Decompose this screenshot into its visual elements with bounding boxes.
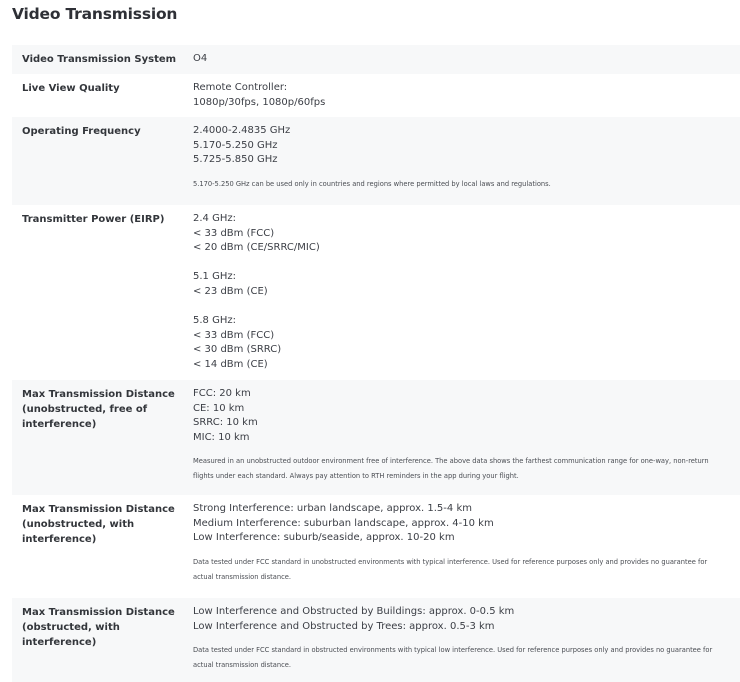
label-line: (unobstructed, with interference) xyxy=(22,519,135,545)
label-line: (unobstructed, free of xyxy=(22,404,148,415)
footnote: 5.170-5.250 GHz can be used only in countries and regions where permitted by local laws and regulations. xyxy=(193,179,551,188)
value-line: < 33 dBm (FCC) xyxy=(193,227,275,239)
label-line: interference) xyxy=(22,419,97,430)
spec-value xyxy=(193,52,740,74)
value-line: Low Interference and Obstructed by Buildings: approx. 0-0.5 km xyxy=(193,606,515,617)
label-line: Max Transmission Distance xyxy=(22,389,175,400)
value-line: 5.170-5.250 GHz xyxy=(193,139,278,151)
note-line: flights under each standard. Always pay attention to RTH reminders in the app during your flight. xyxy=(193,472,519,481)
note-line: Data tested under FCC standard in unobstructed environments with typical interference. Used for reference purposes only and provides no guarantee for xyxy=(193,557,708,566)
note-line: actual transmission distance. xyxy=(193,572,292,581)
spec-row-max-distance-free xyxy=(12,380,740,495)
note-line: actual transmission distance. xyxy=(193,661,292,670)
spec-value xyxy=(193,212,740,380)
value-line: < 14 dBm (CE) xyxy=(193,358,268,370)
spec-value xyxy=(193,124,740,205)
spec-label xyxy=(12,502,193,598)
spec-label: Transmitter Power (EIRP) xyxy=(22,214,165,225)
value-line: 2.4 GHz: xyxy=(193,213,236,224)
spec-row-max-distance-obstructed xyxy=(12,598,740,682)
value-line: 5.8 GHz: xyxy=(193,315,236,327)
spec-row-live-view-quality xyxy=(12,74,740,117)
page-title: Video Transmission xyxy=(12,5,178,23)
note-line: Data tested under FCC standard in obstructed environments with typical low interference. Used for reference purposes only and provides no guarantee for xyxy=(193,646,713,655)
value-line: MIC: 10 km xyxy=(193,431,250,443)
value-line: Strong Interference: urban landscape, approx. 1.5-4 km xyxy=(193,503,472,514)
spec-label xyxy=(12,605,193,682)
value-line: Remote Controller: xyxy=(193,82,288,93)
value-line: Low Interference and Obstructed by Trees: approx. 0.5-3 km xyxy=(193,620,495,632)
value-line: 1080p/30fps, 1080p/60fps xyxy=(193,96,326,108)
spec-row-transmitter-power xyxy=(12,205,740,380)
value-line: FCC: 20 km xyxy=(193,388,251,399)
spec-row-video-transmission-system xyxy=(12,45,740,74)
label-line: Max Transmission Distance xyxy=(22,504,175,515)
value-line: Low Interference: suburb/seaside, approx. 10-20 km xyxy=(193,532,455,544)
value-line: < 30 dBm (SRRC) xyxy=(193,344,282,356)
value-line: Medium Interference: suburban landscape, approx. 4-10 km xyxy=(193,517,494,529)
value-line: 5.725-5.850 GHz xyxy=(193,154,278,166)
footnote xyxy=(193,454,740,484)
spec-table xyxy=(12,45,740,682)
spec-row-max-distance-interference xyxy=(12,495,740,598)
value-line: < 33 dBm (FCC) xyxy=(193,329,275,341)
spec-value xyxy=(193,502,740,598)
value-line: CE: 10 km xyxy=(193,402,245,414)
value-line: < 23 dBm (CE) xyxy=(193,285,268,297)
spec-label xyxy=(12,387,193,495)
note-line: Measured in an unobstructed outdoor environment free of interference. The above data shows the farthest communication range for one-way, non-return xyxy=(193,457,709,466)
footnote xyxy=(193,643,740,673)
footnote xyxy=(193,555,740,585)
spec-value xyxy=(193,605,740,682)
label-line: Max Transmission Distance xyxy=(22,607,175,618)
spec-label: Video Transmission System xyxy=(22,54,177,65)
spec-value xyxy=(193,81,740,117)
spec-value xyxy=(193,387,740,495)
value-line: O4 xyxy=(193,53,208,64)
spec-label: Live View Quality xyxy=(22,83,120,94)
value-line: SRRC: 10 km xyxy=(193,417,258,429)
spec-label: Operating Frequency xyxy=(22,126,141,137)
value-line: < 20 dBm (CE/SRRC/MIC) xyxy=(193,242,320,254)
value-line: 5.1 GHz: xyxy=(193,271,236,283)
label-line: (obstructed, with interference) xyxy=(22,622,120,648)
spec-row-operating-frequency xyxy=(12,117,740,205)
value-line: 2.4000-2.4835 GHz xyxy=(193,125,291,136)
